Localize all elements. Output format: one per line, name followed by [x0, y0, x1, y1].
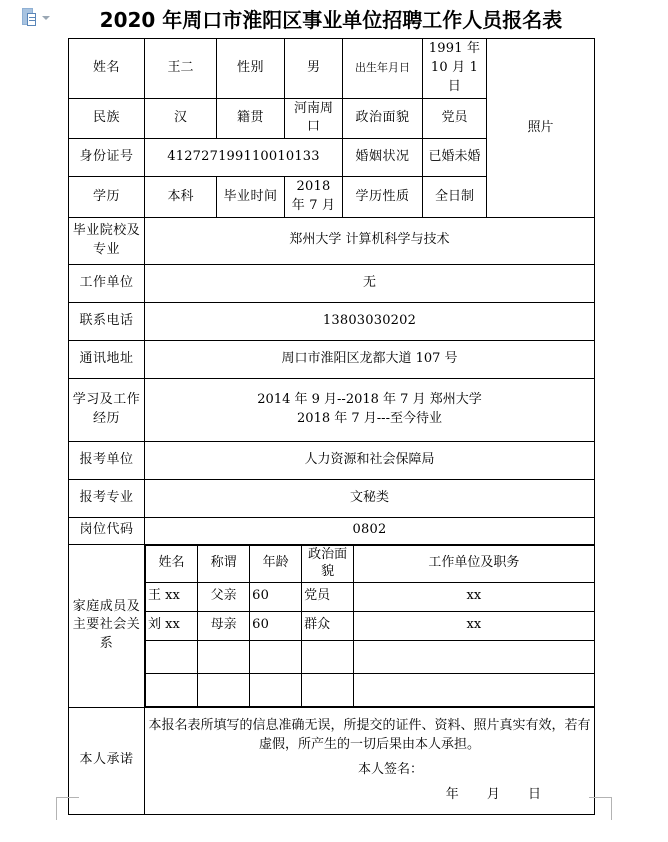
label-family-relations: 家庭成员及主要社会关系: [69, 544, 145, 707]
promise-signature-line[interactable]: 本人签名：: [357, 761, 423, 777]
value-name[interactable]: 王二: [145, 39, 217, 99]
table-row-school: [69, 217, 595, 264]
table-row-name: [69, 39, 595, 99]
value-native-place[interactable]: 河南周口: [285, 98, 343, 139]
value-school-major[interactable]: 郑州大学 计算机科学与技术: [145, 217, 595, 264]
label-phone: 联系电话: [69, 302, 145, 340]
promise-text: 本报名表所填写的信息准确无误，所提交的证件、资料、照片真实有效，若有虚假，所产生的一切后果由本人承担。: [148, 718, 591, 753]
family-cell-age[interactable]: 60: [250, 611, 302, 640]
family-cell-work[interactable]: [354, 673, 594, 706]
family-cell-political[interactable]: [302, 640, 354, 673]
label-id-number: 身份证号: [69, 139, 145, 177]
family-header-relation: 称谓: [198, 545, 250, 582]
family-cell-name[interactable]: [146, 640, 198, 673]
paste-sheet-shape: [27, 13, 36, 26]
value-education-type[interactable]: 全日制: [423, 177, 487, 218]
table-row-family: [69, 544, 595, 707]
promise-date-line[interactable]: 年 月 日: [445, 786, 553, 802]
table-row-phone: [69, 302, 595, 340]
value-history[interactable]: [145, 378, 595, 441]
label-education-type: 学历性质: [343, 177, 423, 218]
family-cell-relation[interactable]: 母亲: [198, 611, 250, 640]
label-name: 姓名: [69, 39, 145, 99]
family-cell-work[interactable]: xx: [354, 582, 594, 611]
family-cell-age[interactable]: 60: [250, 582, 302, 611]
family-table-row: [146, 640, 595, 673]
family-header-work: 工作单位及职务: [354, 545, 594, 582]
table-row-apply-unit: [69, 441, 595, 479]
family-cell-relation[interactable]: 父亲: [198, 582, 250, 611]
family-header-name: 姓名: [146, 545, 198, 582]
table-row-address: [69, 340, 595, 378]
family-header-row: [146, 545, 595, 582]
value-workplace[interactable]: 无: [145, 264, 595, 302]
family-cell-name[interactable]: 王 xx: [146, 582, 198, 611]
family-table-container: [145, 544, 595, 707]
value-id-number[interactable]: 412727199110010133: [145, 139, 343, 177]
family-cell-age[interactable]: [250, 673, 302, 706]
family-cell-relation[interactable]: [198, 673, 250, 706]
family-table-row: [146, 673, 595, 706]
family-table-row: [146, 582, 595, 611]
value-post-code[interactable]: 0802: [145, 517, 595, 544]
value-ethnicity[interactable]: 汉: [145, 98, 217, 139]
label-native-place: 籍贯: [217, 98, 285, 139]
family-header-age: 年龄: [250, 545, 302, 582]
family-cell-political[interactable]: 群众: [302, 611, 354, 640]
label-political-status: 政治面貌: [343, 98, 423, 139]
page-margin-mark-bottom-left: [56, 797, 79, 820]
history-line-2: 2018 年 7 月---至今待业: [297, 410, 442, 426]
family-table-row: [146, 611, 595, 640]
table-row-promise: [69, 707, 595, 814]
promise-content[interactable]: [145, 707, 595, 814]
family-cell-political[interactable]: [302, 673, 354, 706]
label-graduation-time: 毕业时间: [217, 177, 285, 218]
family-members-table: [145, 545, 595, 707]
label-marital-status: 婚姻状况: [343, 139, 423, 177]
label-ethnicity: 民族: [69, 98, 145, 139]
label-education: 学历: [69, 177, 145, 218]
page-margin-mark-bottom-right: [589, 797, 612, 820]
paste-widget[interactable]: [22, 8, 50, 27]
table-row-apply-major: [69, 479, 595, 517]
family-cell-work[interactable]: [354, 640, 594, 673]
family-cell-age[interactable]: [250, 640, 302, 673]
label-gender: 性别: [217, 39, 285, 99]
table-row-workplace: [69, 264, 595, 302]
paste-icon[interactable]: [22, 8, 37, 27]
label-workplace: 工作单位: [69, 264, 145, 302]
label-apply-unit: 报考单位: [69, 441, 145, 479]
label-school-major: 毕业院校及专业: [69, 217, 145, 264]
value-phone[interactable]: 13803030202: [145, 302, 595, 340]
family-header-political: 政治面貌: [302, 545, 354, 582]
label-post-code: 岗位代码: [69, 517, 145, 544]
chevron-down-icon[interactable]: [42, 16, 50, 20]
family-cell-relation[interactable]: [198, 640, 250, 673]
value-apply-unit[interactable]: 人力资源和社会保障局: [145, 441, 595, 479]
family-cell-name[interactable]: 刘 xx: [146, 611, 198, 640]
family-cell-name[interactable]: [146, 673, 198, 706]
table-row-history: [69, 378, 595, 441]
registration-form-table: [68, 38, 595, 815]
value-address[interactable]: 周口市淮阳区龙都大道 107 号: [145, 340, 595, 378]
label-promise: 本人承诺: [69, 707, 145, 814]
label-birthdate: 出生年月日: [343, 39, 423, 99]
value-education[interactable]: 本科: [145, 177, 217, 218]
history-line-1: 2014 年 9 月--2018 年 7 月 郑州大学: [257, 392, 482, 408]
label-history: 学习及工作经历: [69, 378, 145, 441]
label-address: 通讯地址: [69, 340, 145, 378]
photo-cell[interactable]: 照片: [487, 39, 595, 218]
value-political-status[interactable]: 党员: [423, 98, 487, 139]
value-gender[interactable]: 男: [285, 39, 343, 99]
label-apply-major: 报考专业: [69, 479, 145, 517]
table-row-post-code: [69, 517, 595, 544]
value-birthdate[interactable]: 1991 年 10 月 1 日: [423, 39, 487, 99]
value-graduation-time[interactable]: 2018 年 7 月: [285, 177, 343, 218]
family-cell-work[interactable]: xx: [354, 611, 594, 640]
page-title: 2020 年周口市淮阳区事业单位招聘工作人员报名表: [99, 8, 563, 32]
value-apply-major[interactable]: 文秘类: [145, 479, 595, 517]
value-marital-status[interactable]: 已婚未婚: [423, 139, 487, 177]
family-cell-political[interactable]: 党员: [302, 582, 354, 611]
